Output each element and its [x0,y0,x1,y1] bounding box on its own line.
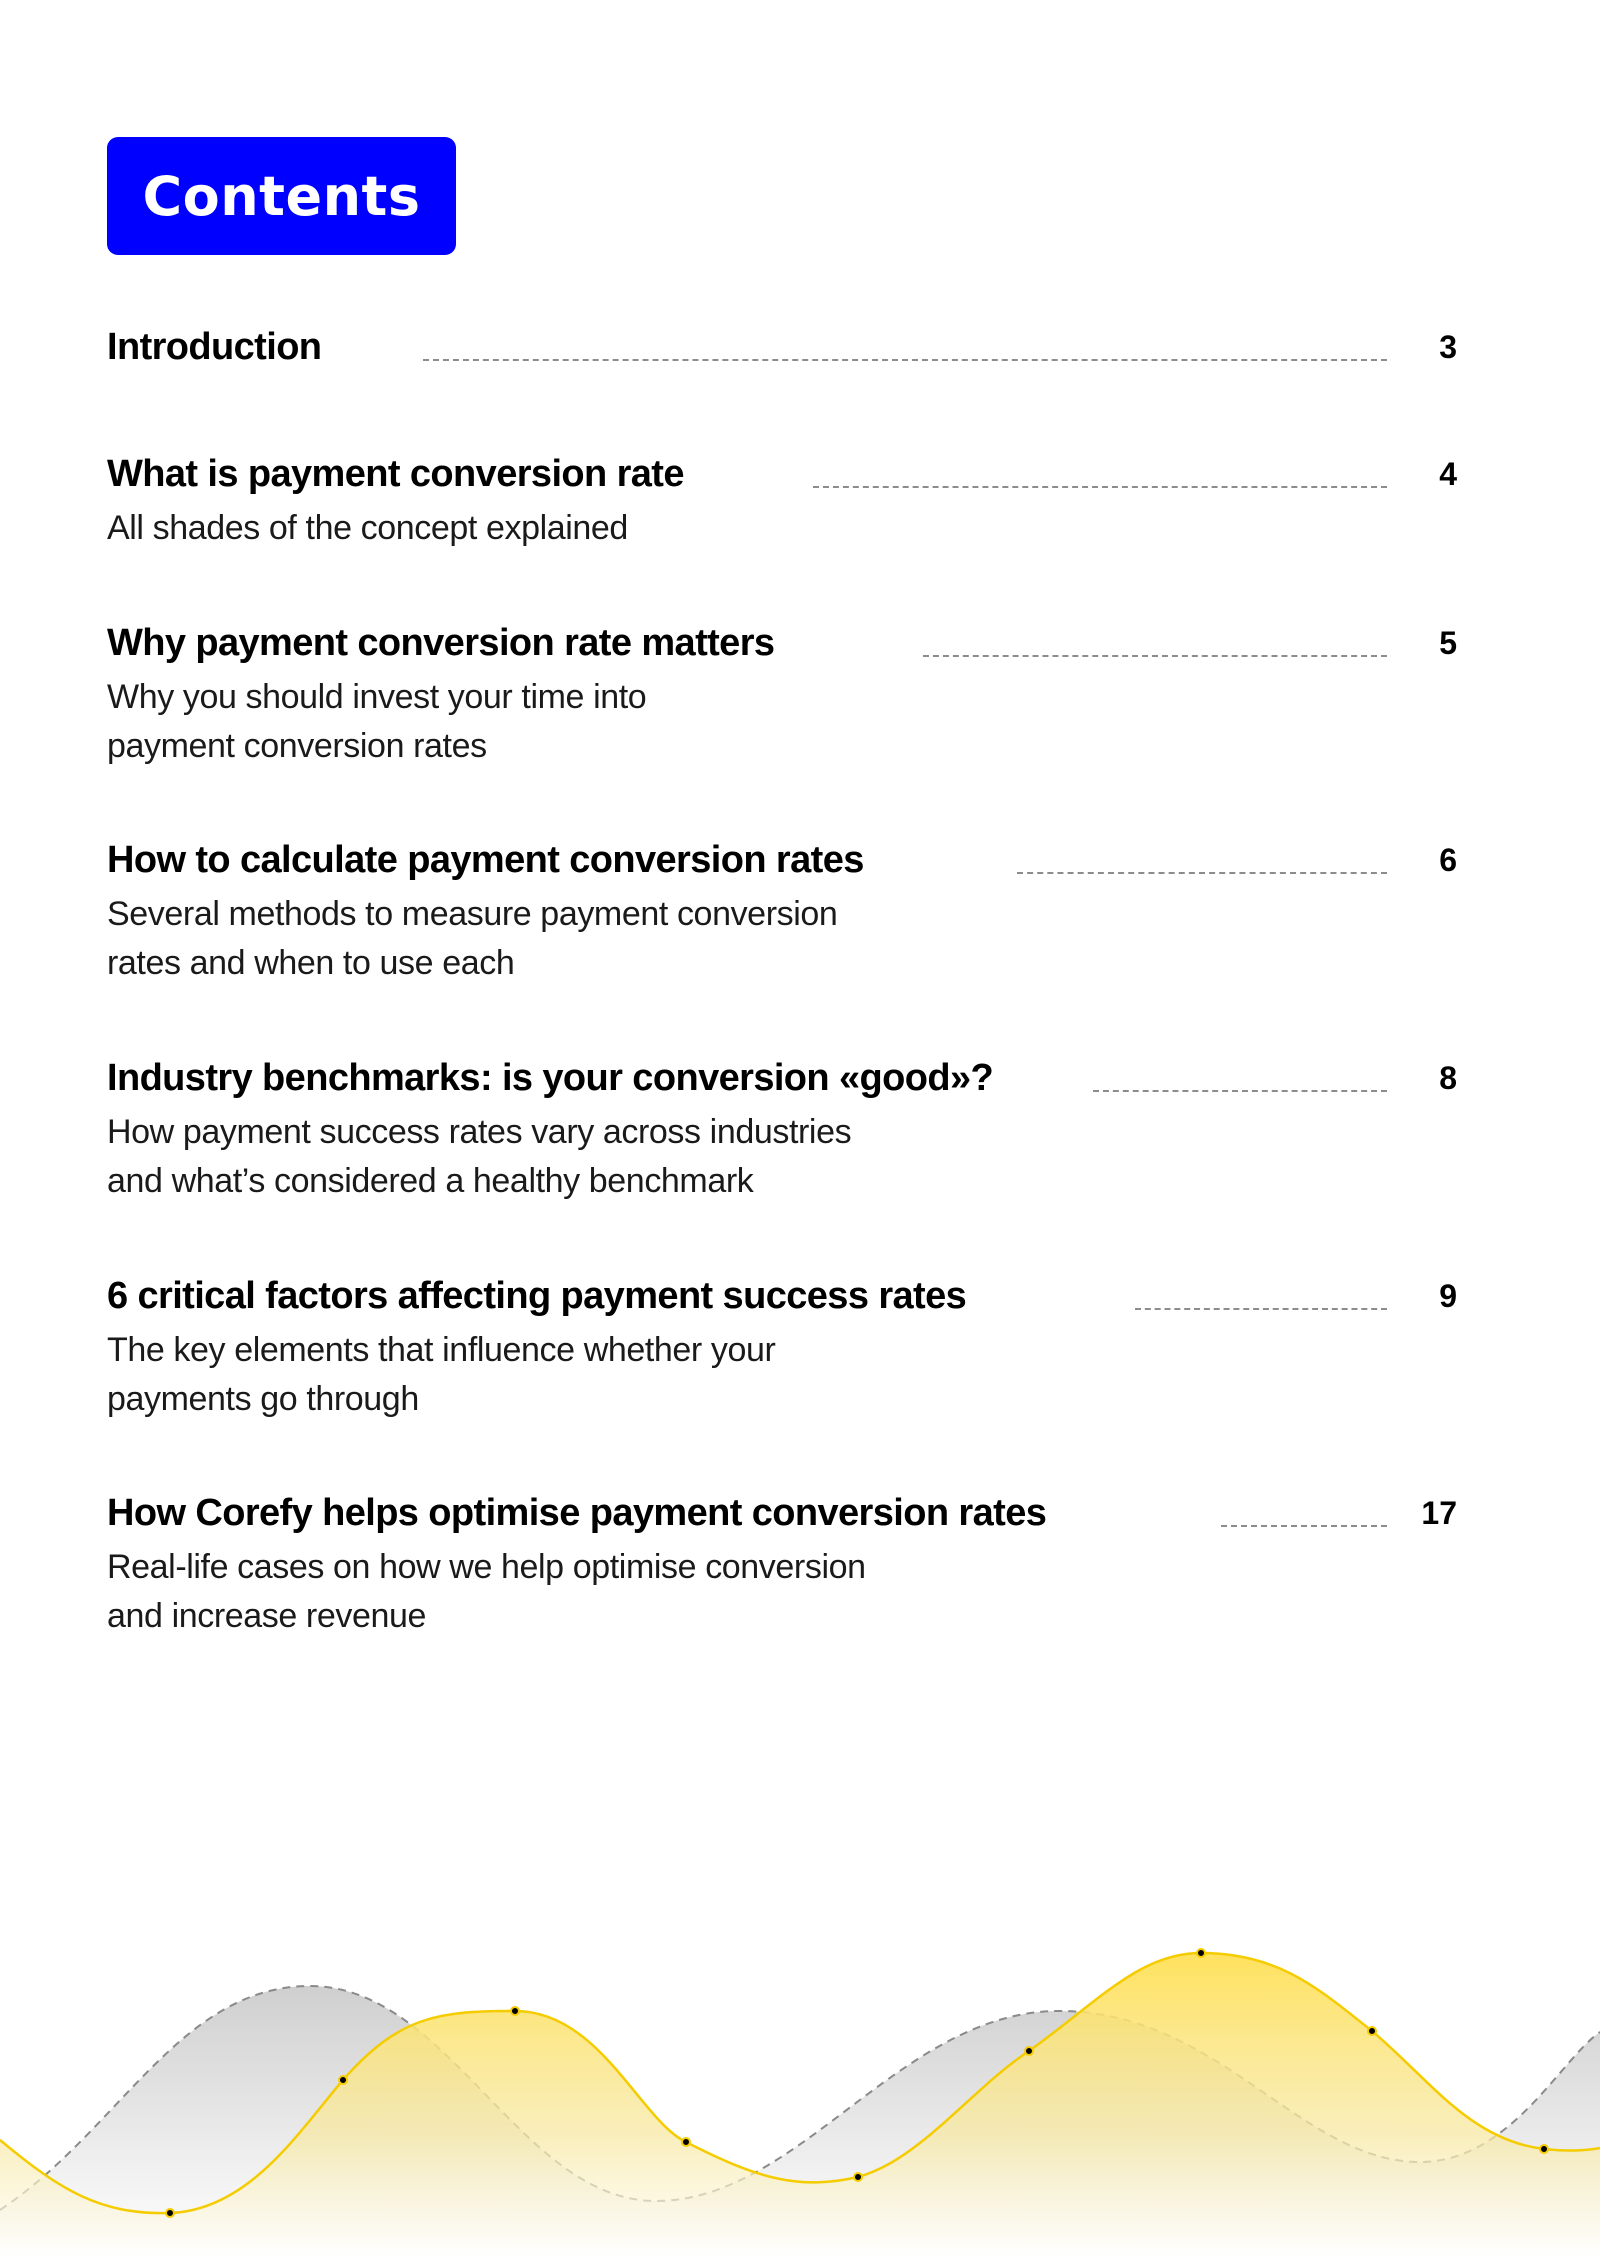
toc-entry-title[interactable]: How to calculate payment conversion rates [107,839,864,881]
toc-entry-title[interactable]: What is payment conversion rate [107,453,684,495]
toc-entry-subtitle: All shades of the concept explained [107,509,628,547]
toc-entry-title[interactable]: Industry benchmarks: is your conversion «good»? [107,1057,994,1099]
toc-entry-benchmarks[interactable] [107,1052,1457,1205]
toc-page-number[interactable]: 17 [1421,1495,1457,1531]
toc-entry-subtitle: The key elements that influence whether your payments go through [107,1331,776,1418]
toc-page-number[interactable]: 5 [1439,625,1457,661]
toc-page-number[interactable]: 3 [1439,329,1457,365]
toc-entry-title[interactable]: Introduction [107,326,322,368]
toc-entry-subtitle: Why you should invest your time into payment conversion rates [107,678,647,765]
dotted-leader [1017,872,1387,874]
dotted-leader [1221,1525,1387,1527]
toc-entry-critical-factors[interactable] [107,1270,1457,1423]
toc-entry-why-matters[interactable] [107,617,1457,770]
dotted-leader [1093,1090,1387,1092]
dotted-leader [423,359,1387,361]
toc-page-number[interactable]: 8 [1439,1060,1457,1096]
contents-heading: Contents [142,164,421,228]
toc-entry-what-is[interactable] [107,448,1457,553]
toc-page-number[interactable]: 4 [1439,456,1457,492]
toc-page-number[interactable]: 9 [1439,1278,1457,1314]
toc-entry-title[interactable]: 6 critical factors affecting payment success rates [107,1275,967,1317]
dotted-leader [1135,1308,1387,1310]
toc-entry-corefy-helps[interactable] [107,1487,1457,1640]
toc-entry-subtitle: Several methods to measure payment conversion rates and when to use each [107,895,838,982]
decorative-waves [0,1900,1600,2260]
toc-entry-how-calculate[interactable] [107,834,1457,987]
toc-entry-title[interactable]: How Corefy helps optimise payment conversion rates [107,1492,1047,1534]
toc-page-number[interactable]: 6 [1439,842,1457,878]
toc-entry-subtitle: Real-life cases on how we help optimise conversion and increase revenue [107,1548,866,1635]
dotted-leader [813,486,1387,488]
toc-entry-subtitle: How payment success rates vary across industries and what’s considered a healthy benchmark [107,1113,852,1200]
toc-entry-title[interactable]: Why payment conversion rate matters [107,622,775,664]
contents-heading-badge [107,137,456,255]
toc-entry-introduction[interactable] [107,321,1457,373]
dotted-leader [923,655,1387,657]
